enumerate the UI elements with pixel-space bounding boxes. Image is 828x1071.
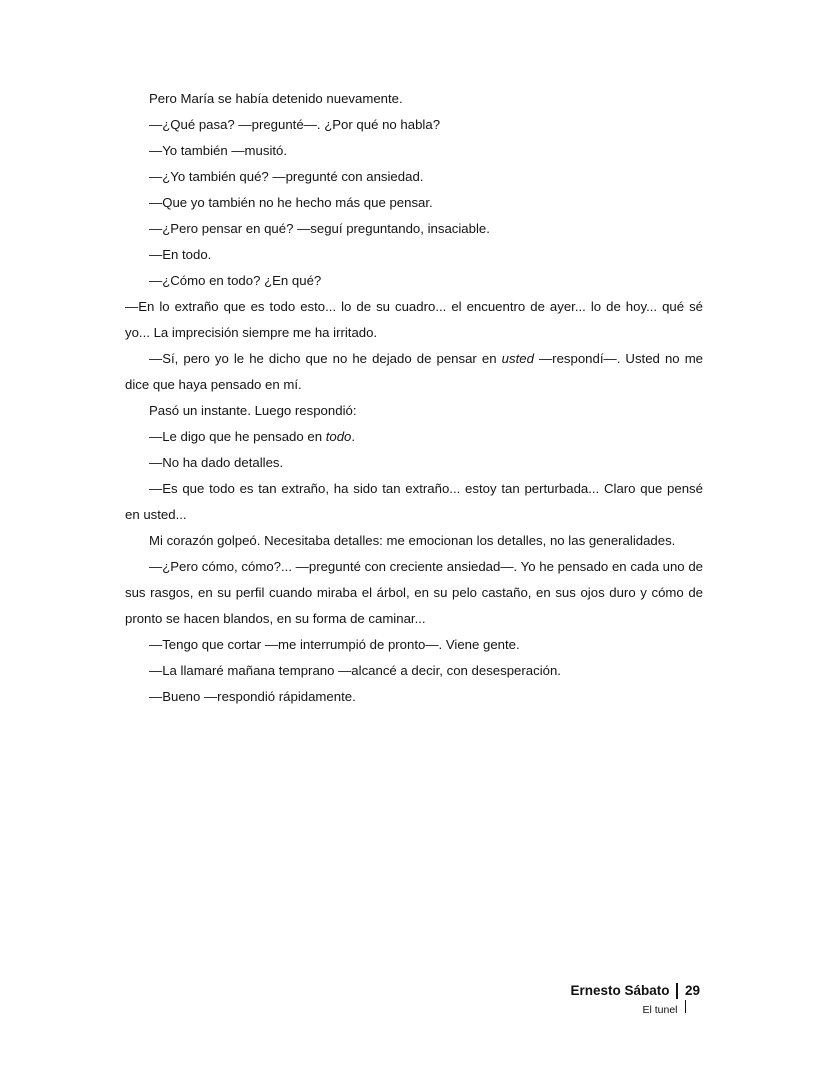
footer-main-row [570,983,700,999]
paragraph: —En lo extraño que es todo esto... lo de su cuadro... el encuentro de ayer... lo de hoy... qué sé yo... La imprecisión siempre me ha irritado. [125,299,703,340]
paragraph: —¿Pero cómo, cómo?... —pregunté con creciente ansiedad—. Yo he pensado en cada uno de sus rasgos, en su perfil cuando miraba el árbol, en su pelo castaño, en sus ojos duro y cómo de pronto se hacen blandos, en su forma de caminar... [125,559,703,626]
paragraph: —No ha dado detalles. [149,455,284,470]
paragraph: —La llamaré mañana temprano —alcancé a decir, con desesperación. [149,663,561,678]
page-number: 29 [684,983,700,999]
body-text [125,86,703,710]
footer-book-title: El tunel [642,1003,678,1016]
paragraph: —Es que todo es tan extraño, ha sido tan extraño... estoy tan perturbada... Claro que pensé en usted... [125,481,703,522]
page-footer [570,983,700,1016]
paragraph: —Bueno —respondió rápidamente. [149,689,356,704]
footer-divider-icon [676,983,678,999]
paragraph: —¿Qué pasa? —pregunté—. ¿Por qué no habla? [149,117,441,132]
paragraph: —¿Yo también qué? —pregunté con ansiedad. [149,169,424,184]
paragraph: —Tengo que cortar —me interrumpió de pronto—. Viene gente. [149,637,520,652]
paragraph: —En todo. [149,247,212,262]
footer-divider2-icon [685,1000,687,1013]
paragraph: Pasó un instante. Luego respondió: [149,403,357,418]
paragraph: —Sí, pero yo le he dicho que no he dejado de pensar en usted —respondí—. Usted no me dice que haya pensado en mí. [125,351,704,392]
paragraph: —Yo también —musitó. [149,143,288,158]
paragraph: Mi corazón golpeó. Necesitaba detalles: me emocionan los detalles, no las generalidades. [149,533,676,548]
footer-author: Ernesto Sábato [570,983,670,999]
footer-sub-row [570,1000,700,1016]
paragraph: Pero María se había detenido nuevamente. [149,91,403,106]
paragraph: —¿Cómo en todo? ¿En qué? [149,273,322,288]
paragraph: —Le digo que he pensado en todo. [149,429,356,444]
paragraph: —¿Pero pensar en qué? —seguí preguntando, insaciable. [149,221,490,236]
paragraph: —Que yo también no he hecho más que pensar. [149,195,433,210]
